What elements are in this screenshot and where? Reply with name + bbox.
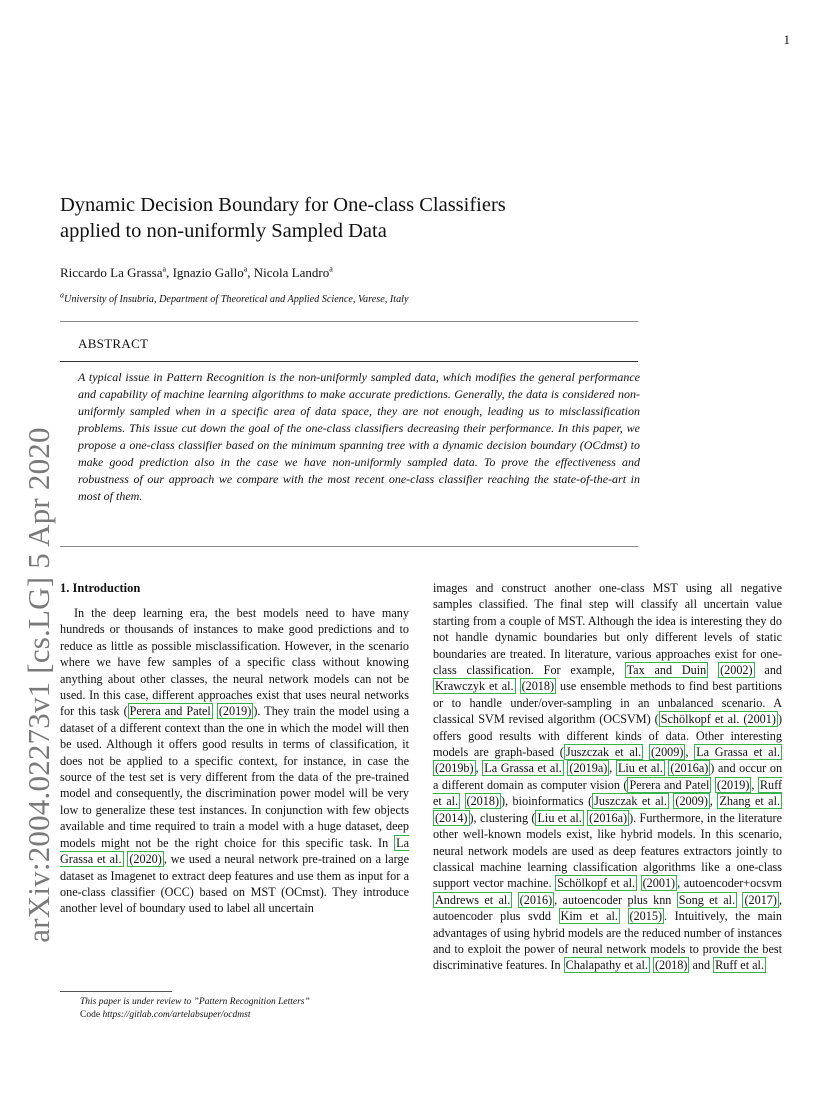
citation-link[interactable]: La Grassa et al.: [484, 761, 562, 776]
title-line-2: applied to non-uniformly Sampled Data: [60, 220, 387, 242]
citation-link[interactable]: Schölkopf et al. (2001): [660, 712, 776, 727]
author-list: Riccardo La Grassa$^a$, Ignazio Gallo$^a$, Nicola Landro$^a$: [60, 264, 333, 280]
arxiv-identifier-stamp: [17, 427, 61, 943]
left-column-paragraph: [60, 605, 409, 917]
affiliation-marker: a: [60, 290, 64, 300]
affiliation: [60, 290, 409, 305]
citation-link[interactable]: Perera and Patel: [129, 704, 211, 719]
citation-link[interactable]: Ruff et al.: [433, 777, 783, 809]
body-text: [708, 663, 718, 677]
citation-link[interactable]: (2009): [650, 745, 684, 760]
citation-link[interactable]: (2018): [654, 958, 688, 973]
citation-link[interactable]: (2020): [129, 852, 162, 867]
citation-link[interactable]: (2002): [720, 663, 753, 678]
citation-link[interactable]: (2001): [642, 876, 676, 891]
citation-link[interactable]: (2018): [466, 794, 500, 809]
author-name: Riccardo La Grassa: [60, 265, 163, 280]
citation-link[interactable]: Schölkopf et al.: [557, 876, 636, 891]
citation-link[interactable]: (2017): [744, 892, 777, 907]
body-text: ,: [685, 745, 695, 760]
body-text: , we used a neural network pre-trained on a large dataset as Imagenet to extract deep features and use them as input for a one-class classifier (OCC) based on MST (OCmst). They introduce another level of boundary used to label all uncertain: [60, 852, 409, 916]
affiliation-marker: a: [243, 264, 248, 274]
body-text: ), bioinformatics (: [501, 794, 593, 809]
code-note: [80, 1009, 310, 1022]
citation-link[interactable]: (2016a): [670, 761, 709, 776]
body-text: ). Furthermore, in the literature other well-known models exist, like hybrid models. In this scenario, neural network models are used as deep features extractors jointly to classical machine learning classification algorithms like a one-class support vector machine.: [433, 810, 782, 891]
citation-link[interactable]: (2015): [629, 909, 663, 924]
body-text: use ensemble methods to find best partitions or to handle under/over-sampling in an unbalanced scenario. A classical SVM revised algorithm (OCSVM) (: [433, 679, 783, 727]
abstract-heading: ABSTRACT: [78, 336, 149, 351]
citation-link[interactable]: (2019b): [435, 761, 474, 776]
citation-link[interactable]: (2018): [521, 679, 555, 694]
body-text: ), clustering (: [469, 810, 536, 825]
code-url-link[interactable]: https://gitlab.com/artelabsuper/ocdmst: [102, 1010, 251, 1020]
body-text: and: [689, 958, 714, 973]
body-text: ) offers good results with different kinds of data. Other interesting models are graph-based (: [433, 712, 782, 760]
abstract-divider: [60, 361, 638, 362]
review-note-text: This paper is under review to ”Pattern Recognition Letters”: [80, 997, 310, 1007]
body-text: images and construct another one-class MST using all negative samples classified. The final step will classify all uncertain value starting from a couple of MST. Although the idea is interesting they do not handle dynamic boundaries but only different levels of static boundaries are treated. In literature, various approaches exist for one-class classification. For example,: [433, 581, 782, 678]
affiliation-marker: a: [162, 264, 167, 274]
author-name: Nicola Landro: [253, 265, 330, 280]
body-text: . Intuitively, the main advantages of using hybrid models are the reduced number of instances and to exploit the power of neural network models to provide the best discriminative features. In: [433, 909, 782, 973]
body-text: [516, 679, 520, 693]
citation-link[interactable]: Andrews et al.: [435, 892, 511, 907]
body-text: , autoencoder plus knn: [554, 892, 677, 907]
body-text: [620, 909, 628, 923]
arxiv-id-text: arXiv:2004.02273v1 [cs.LG] 5 Apr 2020: [21, 427, 56, 943]
body-text: ,: [475, 761, 483, 776]
body-text: [460, 794, 464, 808]
citation-link[interactable]: La Grassa et al.: [696, 745, 780, 760]
header-divider: [60, 321, 638, 322]
citation-link[interactable]: Juszczak et al.: [594, 794, 667, 809]
title-line-1: Dynamic Decision Boundary for One-class Classifiers: [60, 194, 506, 216]
body-text: ,: [751, 777, 758, 792]
citation-link[interactable]: Ruff et al.: [715, 958, 764, 973]
citation-link[interactable]: (2016a): [589, 810, 628, 825]
code-label: Code: [80, 1010, 103, 1020]
citation-link[interactable]: Krawczyk et al.: [435, 679, 514, 694]
right-column-paragraph: [433, 580, 782, 974]
citation-link[interactable]: (2016): [519, 892, 553, 907]
section-heading: 1. Introduction: [60, 581, 141, 595]
citation-link[interactable]: Liu et al.: [537, 810, 582, 825]
body-text: and: [754, 663, 783, 678]
citation-link[interactable]: Chalapathy et al.: [565, 958, 648, 973]
citation-link[interactable]: Tax and Duin: [626, 663, 707, 678]
body-text: , autoencoder+ocsvm: [677, 876, 783, 891]
abstract-end-divider: [60, 546, 638, 547]
body-text: In the deep learning era, the best models need to have many hundreds or thousands of instances to make good predictions and to reduce as little as possible misclassification. However, in the scenario where we have few samples of a specific class without knowing anything about other classes, the neural network models can not be used. In this case, different approaches exist that uses neural networks for this task (: [60, 606, 409, 719]
citation-link[interactable]: (2019): [716, 777, 750, 792]
affiliation-text: University of Insubria, Department of Theoretical and Applied Science, Varese, Italy: [64, 294, 409, 305]
body-text: ) and occur on a different domain as computer vision (: [433, 761, 783, 792]
page-number: 1: [783, 32, 790, 47]
body-text: ). They train the model using a dataset of a different context than the one in which the model will then be used. Although it offers good results in terms of classification, it does not be applied to a specific context, for instance, in case the source of the test set is very different from the data of the pre-trained model and consequently, the discrimination power model will be very low to generalize these test instances. In conjunction with few objects available and time required to train a model with a huge dataset, deep models might not be the right choice for this specific task. In: [60, 704, 410, 850]
footnote: [80, 996, 310, 1022]
citation-link[interactable]: Perera and Patel: [629, 777, 710, 792]
body-text: ,: [609, 761, 616, 776]
citation-link[interactable]: (2009): [675, 794, 708, 809]
author-name: Ignazio Gallo: [172, 265, 244, 280]
citation-link[interactable]: (2019a): [569, 761, 608, 776]
body-text: [512, 893, 517, 907]
citation-link[interactable]: Kim et al.: [560, 909, 618, 924]
abstract-body: A typical issue in Pattern Recognition is the non-uniformly sampled data, which modifies the general performance and capability of machine learning algorithms to make accurate predictions. Generally, the data is considered non-uniformly sampled when in a specific area of data space, they are not enough, leading us to misclassification problems. This issue cut down the goal of the one-class classifiers decreasing their performance. In this paper, we propose a one-class classifier based on the minimum spanning tree with a dynamic decision boundary (OCdmst) to make good prediction also in the case we have non-uniformly sampled data. To prove the effectiveness and robustness of our approach we compare with the most recent one-class classifier reaching the state-of-the-art in most of them.: [78, 370, 640, 503]
body-text: , autoencoder plus svdd: [433, 892, 783, 924]
body-text: ,: [709, 794, 718, 809]
citation-link[interactable]: Juszczak et al.: [565, 745, 642, 760]
citation-link[interactable]: (2014): [435, 810, 468, 825]
citation-link[interactable]: Song et al.: [678, 892, 736, 907]
citation-link[interactable]: Zhang et al.: [719, 794, 781, 809]
citation-link[interactable]: La Grassa et al.: [60, 835, 409, 867]
affiliation-marker: a: [329, 264, 333, 274]
review-note: [80, 996, 310, 1009]
citation-link[interactable]: Liu et al.: [617, 761, 663, 776]
footnote-divider: [60, 991, 172, 992]
paper-title: [60, 192, 620, 244]
citation-link[interactable]: (2019): [218, 704, 252, 719]
